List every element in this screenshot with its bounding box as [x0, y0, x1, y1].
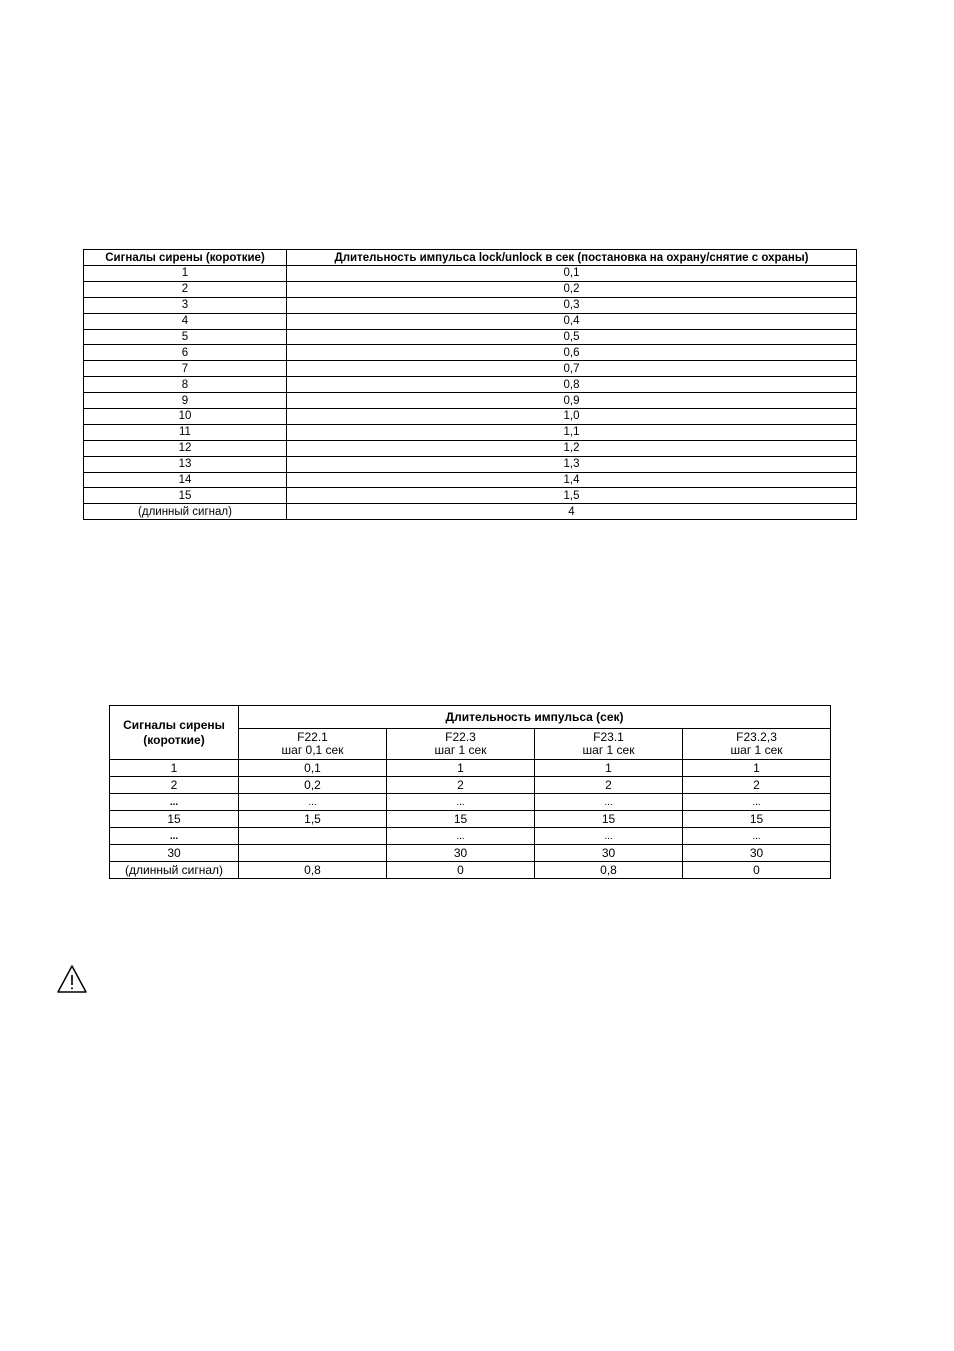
duration-cell: 0,9 — [287, 393, 857, 409]
table-row — [84, 329, 857, 345]
signal-count-cell: 7 — [84, 361, 287, 377]
signal-count-cell: 2 — [84, 281, 287, 297]
duration-cell: 15 — [683, 811, 831, 828]
duration-cell: 1,4 — [287, 472, 857, 488]
signal-count-cell: 1 — [84, 266, 287, 282]
duration-cell: 0,2 — [239, 777, 387, 794]
duration-cell: 0,8 — [535, 862, 683, 879]
column-header: F23.2,3 шаг 1 сек — [683, 729, 831, 760]
table-row — [110, 777, 831, 794]
duration-cell: 15 — [387, 811, 535, 828]
signal-count-cell: 30 — [110, 845, 239, 862]
duration-cell: 0,1 — [239, 760, 387, 777]
duration-cell: 15 — [535, 811, 683, 828]
column-header: F22.3 шаг 1 сек — [387, 729, 535, 760]
signal-count-cell: 8 — [84, 377, 287, 393]
table-header-row — [84, 250, 857, 266]
table-row — [84, 409, 857, 425]
duration-cell: 0,6 — [287, 345, 857, 361]
duration-cell: 1 — [535, 760, 683, 777]
duration-cell: 30 — [387, 845, 535, 862]
header-signals: Сигналы сирены (короткие) — [84, 250, 287, 266]
duration-cell: 2 — [387, 777, 535, 794]
signal-count-cell: 9 — [84, 393, 287, 409]
duration-cell: 1,5 — [239, 811, 387, 828]
duration-cell: ... — [683, 828, 831, 845]
column-header: F22.1 шаг 0,1 сек — [239, 729, 387, 760]
duration-cell: 1,2 — [287, 440, 857, 456]
signal-count-cell: 6 — [84, 345, 287, 361]
duration-cell: 2 — [535, 777, 683, 794]
signal-count-cell: 13 — [84, 456, 287, 472]
table-row — [84, 424, 857, 440]
duration-cell: 0,3 — [287, 297, 857, 313]
duration-cell: 1,1 — [287, 424, 857, 440]
duration-cell: 0,2 — [287, 281, 857, 297]
column-header: F23.1 шаг 1 сек — [535, 729, 683, 760]
signal-count-cell: ... — [110, 828, 239, 845]
duration-cell: ... — [239, 794, 387, 811]
table-row — [84, 266, 857, 282]
duration-cell: 1,3 — [287, 456, 857, 472]
duration-cell — [239, 845, 387, 862]
signal-count-cell: 14 — [84, 472, 287, 488]
duration-cell: 0,8 — [239, 862, 387, 879]
signal-count-cell: 15 — [110, 811, 239, 828]
signal-count-cell: 10 — [84, 409, 287, 425]
function-impulse-table — [109, 705, 831, 879]
duration-cell: 2 — [683, 777, 831, 794]
duration-cell: ... — [387, 828, 535, 845]
table-row — [110, 862, 831, 879]
table-header-row — [110, 706, 831, 729]
table-row — [84, 440, 857, 456]
table-row — [84, 361, 857, 377]
signal-count-cell: 15 — [84, 488, 287, 504]
duration-cell: ... — [535, 828, 683, 845]
signal-count-cell: 4 — [84, 313, 287, 329]
table-row — [84, 393, 857, 409]
duration-cell: ... — [683, 794, 831, 811]
table-row — [84, 472, 857, 488]
duration-cell: 0 — [387, 862, 535, 879]
signal-count-cell: (длинный сигнал) — [84, 504, 287, 520]
warning-triangle-icon — [56, 964, 88, 994]
table-row — [84, 456, 857, 472]
signal-count-cell: 5 — [84, 329, 287, 345]
table-row — [110, 845, 831, 862]
duration-cell: 1,5 — [287, 488, 857, 504]
duration-cell: 0 — [683, 862, 831, 879]
impulse-duration-table — [83, 249, 857, 520]
header-duration: Длительность импульса (сек) — [239, 706, 831, 729]
signal-count-cell: (длинный сигнал) — [110, 862, 239, 879]
header-duration: Длительность импульса lock/unlock в сек (постановка на охрану/снятие с охраны) — [287, 250, 857, 266]
table-row — [84, 313, 857, 329]
header-signals: Сигналы сирены (короткие) — [110, 706, 239, 760]
duration-cell: ... — [535, 794, 683, 811]
table-row — [84, 345, 857, 361]
duration-cell: 0,5 — [287, 329, 857, 345]
table-row — [84, 504, 857, 520]
signal-count-cell: 11 — [84, 424, 287, 440]
duration-cell: 4 — [287, 504, 857, 520]
duration-cell: 0,1 — [287, 266, 857, 282]
table-row — [84, 281, 857, 297]
signal-count-cell: 1 — [110, 760, 239, 777]
table-row — [84, 377, 857, 393]
duration-cell: 0,7 — [287, 361, 857, 377]
table-row — [110, 828, 831, 845]
duration-cell — [239, 828, 387, 845]
table-row — [84, 488, 857, 504]
duration-cell: 0,8 — [287, 377, 857, 393]
duration-cell: 1 — [387, 760, 535, 777]
duration-cell: 1 — [683, 760, 831, 777]
signal-count-cell: 3 — [84, 297, 287, 313]
table-row — [84, 297, 857, 313]
duration-cell: 0,4 — [287, 313, 857, 329]
signal-count-cell: 12 — [84, 440, 287, 456]
table-row — [110, 811, 831, 828]
duration-cell: ... — [387, 794, 535, 811]
signal-count-cell: ... — [110, 794, 239, 811]
duration-cell: 1,0 — [287, 409, 857, 425]
table-row — [110, 760, 831, 777]
table-row — [110, 794, 831, 811]
duration-cell: 30 — [683, 845, 831, 862]
signal-count-cell: 2 — [110, 777, 239, 794]
duration-cell: 30 — [535, 845, 683, 862]
